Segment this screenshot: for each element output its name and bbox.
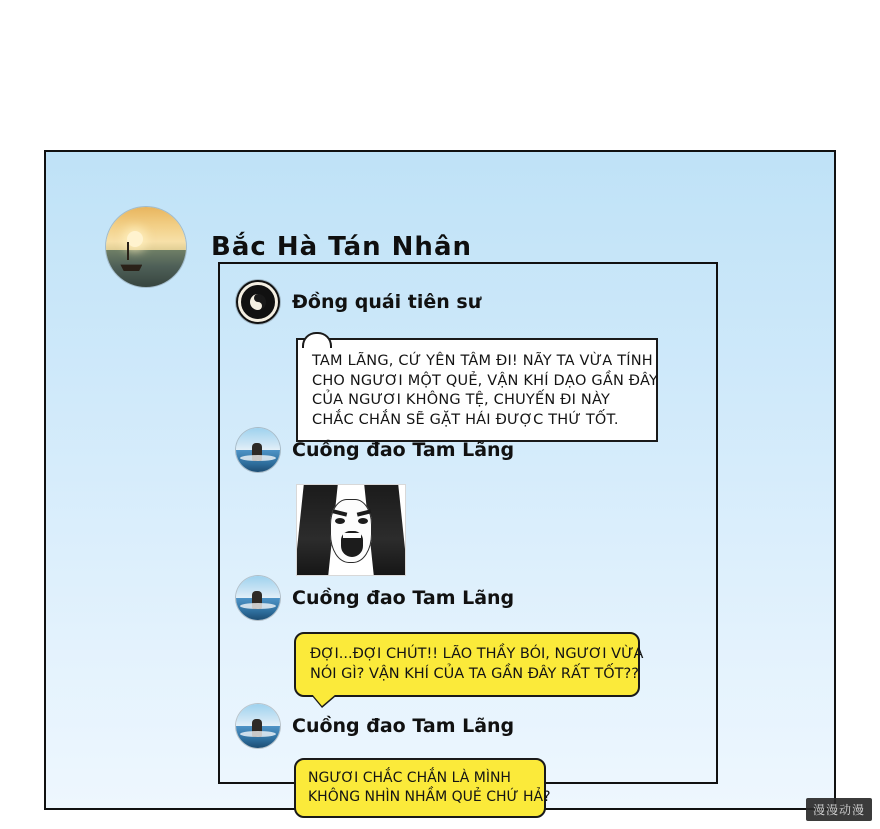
message-sender: Cuồng đao Tam Lãng xyxy=(292,439,515,461)
watermark: 漫漫动漫 xyxy=(806,798,872,821)
avatar-sky xyxy=(106,207,186,253)
bubble-line: NÓI GÌ? VẬN KHÍ CỦA TA GẦN ĐÂY RẤT TỐT?? xyxy=(310,665,639,682)
eye-right xyxy=(358,518,368,524)
message-item xyxy=(236,704,551,818)
sunset-boat-avatar[interactable] xyxy=(106,207,186,287)
bagua-avatar[interactable] xyxy=(236,280,280,324)
shouting-man-panel[interactable] xyxy=(296,484,406,576)
seaside-avatar[interactable] xyxy=(236,704,280,748)
bubble-tail-icon xyxy=(296,330,330,346)
message-item xyxy=(236,576,644,697)
teeth xyxy=(343,533,361,538)
message-header xyxy=(236,280,658,324)
message-list xyxy=(218,262,718,805)
group-name: Bắc Hà Tán Nhân xyxy=(211,232,472,262)
bubble-line: ĐỢI...ĐỢI CHÚT!! LÃO THẦY BÓI, NGƯƠI VỪA xyxy=(310,646,644,662)
message-item xyxy=(236,428,514,576)
message-bubble xyxy=(294,758,551,818)
yin-yang-icon xyxy=(250,294,266,310)
eye-left xyxy=(335,518,345,524)
bubble-line: NGƯƠI CHẮC CHẮN LÀ MÌNH xyxy=(308,770,511,786)
avatar-sun xyxy=(127,231,143,247)
message-header xyxy=(236,576,640,620)
avatar-mast xyxy=(127,242,129,260)
message-sender: Cuồng đao Tam Lãng xyxy=(292,587,515,609)
message-header xyxy=(236,428,514,472)
chat-panel xyxy=(44,150,836,810)
seaside-avatar[interactable] xyxy=(236,428,280,472)
message-header xyxy=(236,704,546,748)
bubble-line: TAM LÃNG, CỨ YÊN TÂM ĐI! NÃY TA VỪA TÍNH xyxy=(312,353,653,369)
message-bubble xyxy=(296,338,658,442)
message-sender: Cuồng đao Tam Lãng xyxy=(292,715,515,737)
bubble-line: KHÔNG NHÌN NHẦM QUẺ CHỨ HẢ? xyxy=(308,788,551,805)
message-item xyxy=(236,280,658,442)
bagua-ring xyxy=(238,282,278,322)
message-bubble xyxy=(294,632,644,697)
message-sender: Đồng quái tiên sư xyxy=(292,291,482,313)
seaside-avatar[interactable] xyxy=(236,576,280,620)
bubble-line: CỦA NGƯƠI KHÔNG TỆ, CHUYẾN ĐI NÀY xyxy=(312,392,611,409)
bubble-line: CHẮC CHẮN SẼ GẶT HÁI ĐƯỢC THỨ TỐT. xyxy=(312,411,619,428)
avatar-sea xyxy=(106,250,186,287)
bubble-line: CHO NGƯƠI MỘT QUẺ, VẬN KHÍ DẠO GẦN ĐÂY xyxy=(312,372,659,389)
